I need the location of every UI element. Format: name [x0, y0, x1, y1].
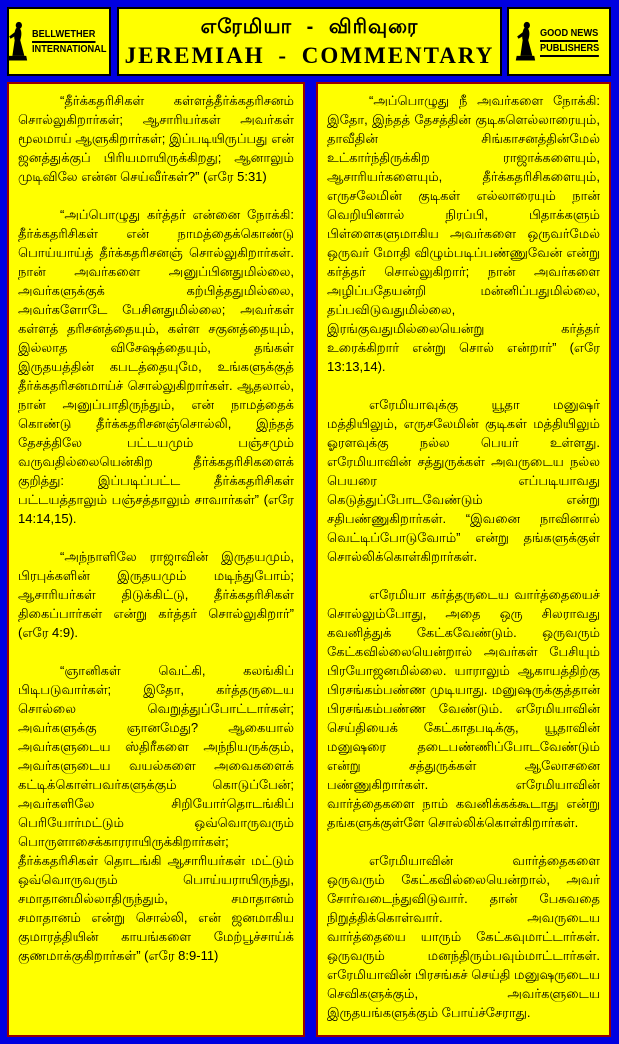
commentary-paragraph: எரேமியாவுக்கு யூதா மனுஷர் மத்தியிலும், எருசலேமின் குடிகள் மத்தியிலும் ஓரளவுக்கு நல்ல பெயர் உள்ளது. எரேமியாவின் சத்துருக்கள் அவருடைய நல்ல பெயரை எப்படியாவது கெடுத்துப்போடவேண்டும் என்று சதிபண்ணுகிறார்கள். “இவனை நாவினால் வெட்டிப்போடுவோம்” என்று தங்களுக்குள் சொல்லிக்கொள்கிறார்கள்.	[327, 397, 600, 564]
bellwether-logo-line2: INTERNATIONAL	[32, 43, 107, 55]
right-column	[316, 82, 611, 1037]
title-box	[117, 7, 502, 76]
bellwether-logo-text	[32, 28, 113, 56]
left-column	[7, 82, 305, 1037]
goodnews-logo-line2: PUBLISHERS	[540, 42, 599, 57]
scripture-quote-paragraph: “அப்பொழுது கர்த்தர் என்னை நோக்கி: தீர்க்கதரிசிகள் என் நாமத்தைக்கொண்டு பொய்யாய்த் தீர்க்கதரிசனஞ் சொல்லுகிறார்கள். நான் அவர்களை அனுப்பினதுமில்லை, அவர்களுக்குக் கற்பித்ததுமில்லை, அவர்களோடே பேசினதுமில்லை; அவர்கள் கள்ளத் தரிசனத்தையும், கள்ள சகுனத்தையும், இல்லாத விசேஷத்தையும், தங்கள் இருதயத்தின் கபடத்தையுமே, உங்களுக்குத் தீர்க்கதரிசனமாய்ச் சொல்லுகிறார்கள். ஆதலால், நான் அனுப்பாதிருந்தும், என் நாமத்தைக் கொண்டு தீர்க்கதரிசனஞ்சொல்லி, இந்தத் தேசத்திலே பட்டயமும் பஞ்சமும் வருவதில்லையென்கிற தீர்க்கதரிசிகளைக் குறித்து: இப்படிப்பட்ட தீர்க்கதரிசிகள் பட்டயத்தாலும் பஞ்சத்தாலும் சாவார்கள்” (எரே 14:14,15).	[18, 207, 294, 526]
scripture-quote-paragraph: “அப்பொழுது நீ அவர்களை நோக்கி: இதோ, இந்தத் தேசத்தின் குடிகளெல்லாரையும், தாவீதின் சிங்காசனத்தின்மேல் உட்கார்ந்திருக்கிற ராஜாக்களையும், ஆசாரியர்களையும், தீர்க்கதரிசிகளையும், எருசலேமின் குடிகள் எல்லாரையும் நான் வெறியினால் நிரப்பி, பிதாக்களும் பிள்ளைகளுமாகிய அவர்களை ஒருவர்மேல் ஒருவர் மோதி விழும்படிப்பண்ணுவேன் என்று கர்த்தர் சொல்லுகிறார்; நான் அவர்களை அழிப்பதேயன்றி மன்னிப்பதுமில்லை, தப்பவிடுவதுமில்லை, இரங்குவதுமில்லையென்று கர்த்தர் உரைக்கிறார் என்று சொல் என்றார்” (எரே 13:13,14).	[327, 93, 600, 374]
goodnews-logo	[507, 7, 611, 76]
bellwether-logo-line1: BELLWETHER	[32, 28, 95, 43]
scripture-quote-paragraph: “ஞானிகள் வெட்கி, கலங்கிப் பிடிபடுவார்கள்; இதோ, கர்த்தருடைய சொல்லை வெறுத்துப்போட்டார்கள்; அவர்களுக்கு ஞானமேது? ஆகையால் அவர்களுடைய ஸ்திரீகளை அந்நியருக்கும், அவர்களுடைய வயல்களை அவைகளைக் கட்டிக்கொள்பவர்களுக்கும் கொடுப்பேன்; அவர்களிலே சிறியோர்தொடங்கிப் பெரியோர்மட்டும் ஒவ்வொருவரும் பொருளாசைக்காரராயிருக்கிறார்கள்; தீர்க்கதரிசிகள் தொடங்கி ஆசாரியர்கள் மட்டும் ஒவ்வொருவரும் பொய்யராயிருந்து, சமாதானமில்லாதிருந்தும், சமாதானம் சமாதானம் என்று சொல்லி, என் ஜனமாகிய குமாரத்தியின் காயங்களை மேற்பூச்சாய்க் குணமாக்குகிறார்கள்” (எரே 8:9-11)	[18, 663, 294, 963]
commentary-paragraph: எரேமியா கர்த்தருடைய வார்த்தையைச் சொல்லும்போது, அதை ஒரு சிலராவது கவனித்துக் கேட்கவேண்டும். ஒருவரும் கேட்கவில்லையென்றால் அவர்கள் பேசியும் பிரயோஜனமில்லை. யாராலும் ஆகாயத்திற்கு பிரசங்கம்பண்ண முடியாது. மனுஷருக்குத்தான் பிரசங்கம்பண்ண வேண்டும். எரேமியாவின் செய்தியைக் கேட்காதபடிக்கு, யூதாவின் மனுஷரை தடைபண்ணிப்போடவேண்டும் என்று சத்துருக்கள் ஆலோசனை பண்ணுகிறார்கள். எரேமியாவின் வார்த்தைகளை நாம் கவனிக்கக்கூடாது என்று தங்களுக்குள்ளே சொல்லிக்கொள்கிறார்கள்.	[327, 587, 600, 830]
page-title-english: JEREMIAH - COMMENTARY	[124, 42, 495, 68]
bellwether-logo	[7, 7, 111, 76]
commentary-paragraph: எரேமியாவின் வார்த்தைகளை ஒருவரும் கேட்கவில்லையென்றால், அவர் சோர்வடைந்துவிடுவார். தான் பேசுவதை நிறுத்திக்கொள்வார். அவருடைய வார்த்தையை யாரும் கேட்கவுமாட்டார்கள். ஒருவரும் மனந்திரும்பவும்மாட்டார்கள். எரேமியாவின் பிரசங்கச் செய்தி மனுஷருடைய செவிகளுக்கும், அவர்களுடைய இருதயங்களுக்கும் போய்ச்சேராது.	[327, 853, 600, 1020]
herald-figure-icon	[513, 19, 537, 65]
scripture-quote-paragraph: “அந்நாளிலே ராஜாவின் இருதயமும், பிரபுக்களின் இருதயமும் மடிந்துபோம்; ஆசாரியர்கள் திடுக்கிட்டு, தீர்க்கதரிசிகள் திகைப்பார்கள் என்று கர்த்தர் சொல்லுகிறார்” (எரே 4:9).	[18, 549, 294, 640]
goodnews-logo-text	[540, 27, 604, 57]
page-title-tamil: எரேமியா - விரிவுரை	[200, 15, 419, 38]
goodnews-logo-line1: GOOD NEWS	[540, 27, 598, 42]
scripture-quote-paragraph: “தீர்க்கதரிசிகள் கள்ளத்தீர்க்கதரிசனம் சொல்லுகிறார்கள்; ஆசாரியர்கள் அவர்கள் மூலமாய் ஆளுகிறார்கள்; இப்படியிருப்பது என் ஜனத்துக்குப் பிரியமாயிருக்கிறது; ஆனாலும் முடிவிலே என்ன செய்வீர்கள்?” (எரே 5:31)	[18, 93, 294, 184]
herald-figure-icon	[5, 19, 29, 65]
